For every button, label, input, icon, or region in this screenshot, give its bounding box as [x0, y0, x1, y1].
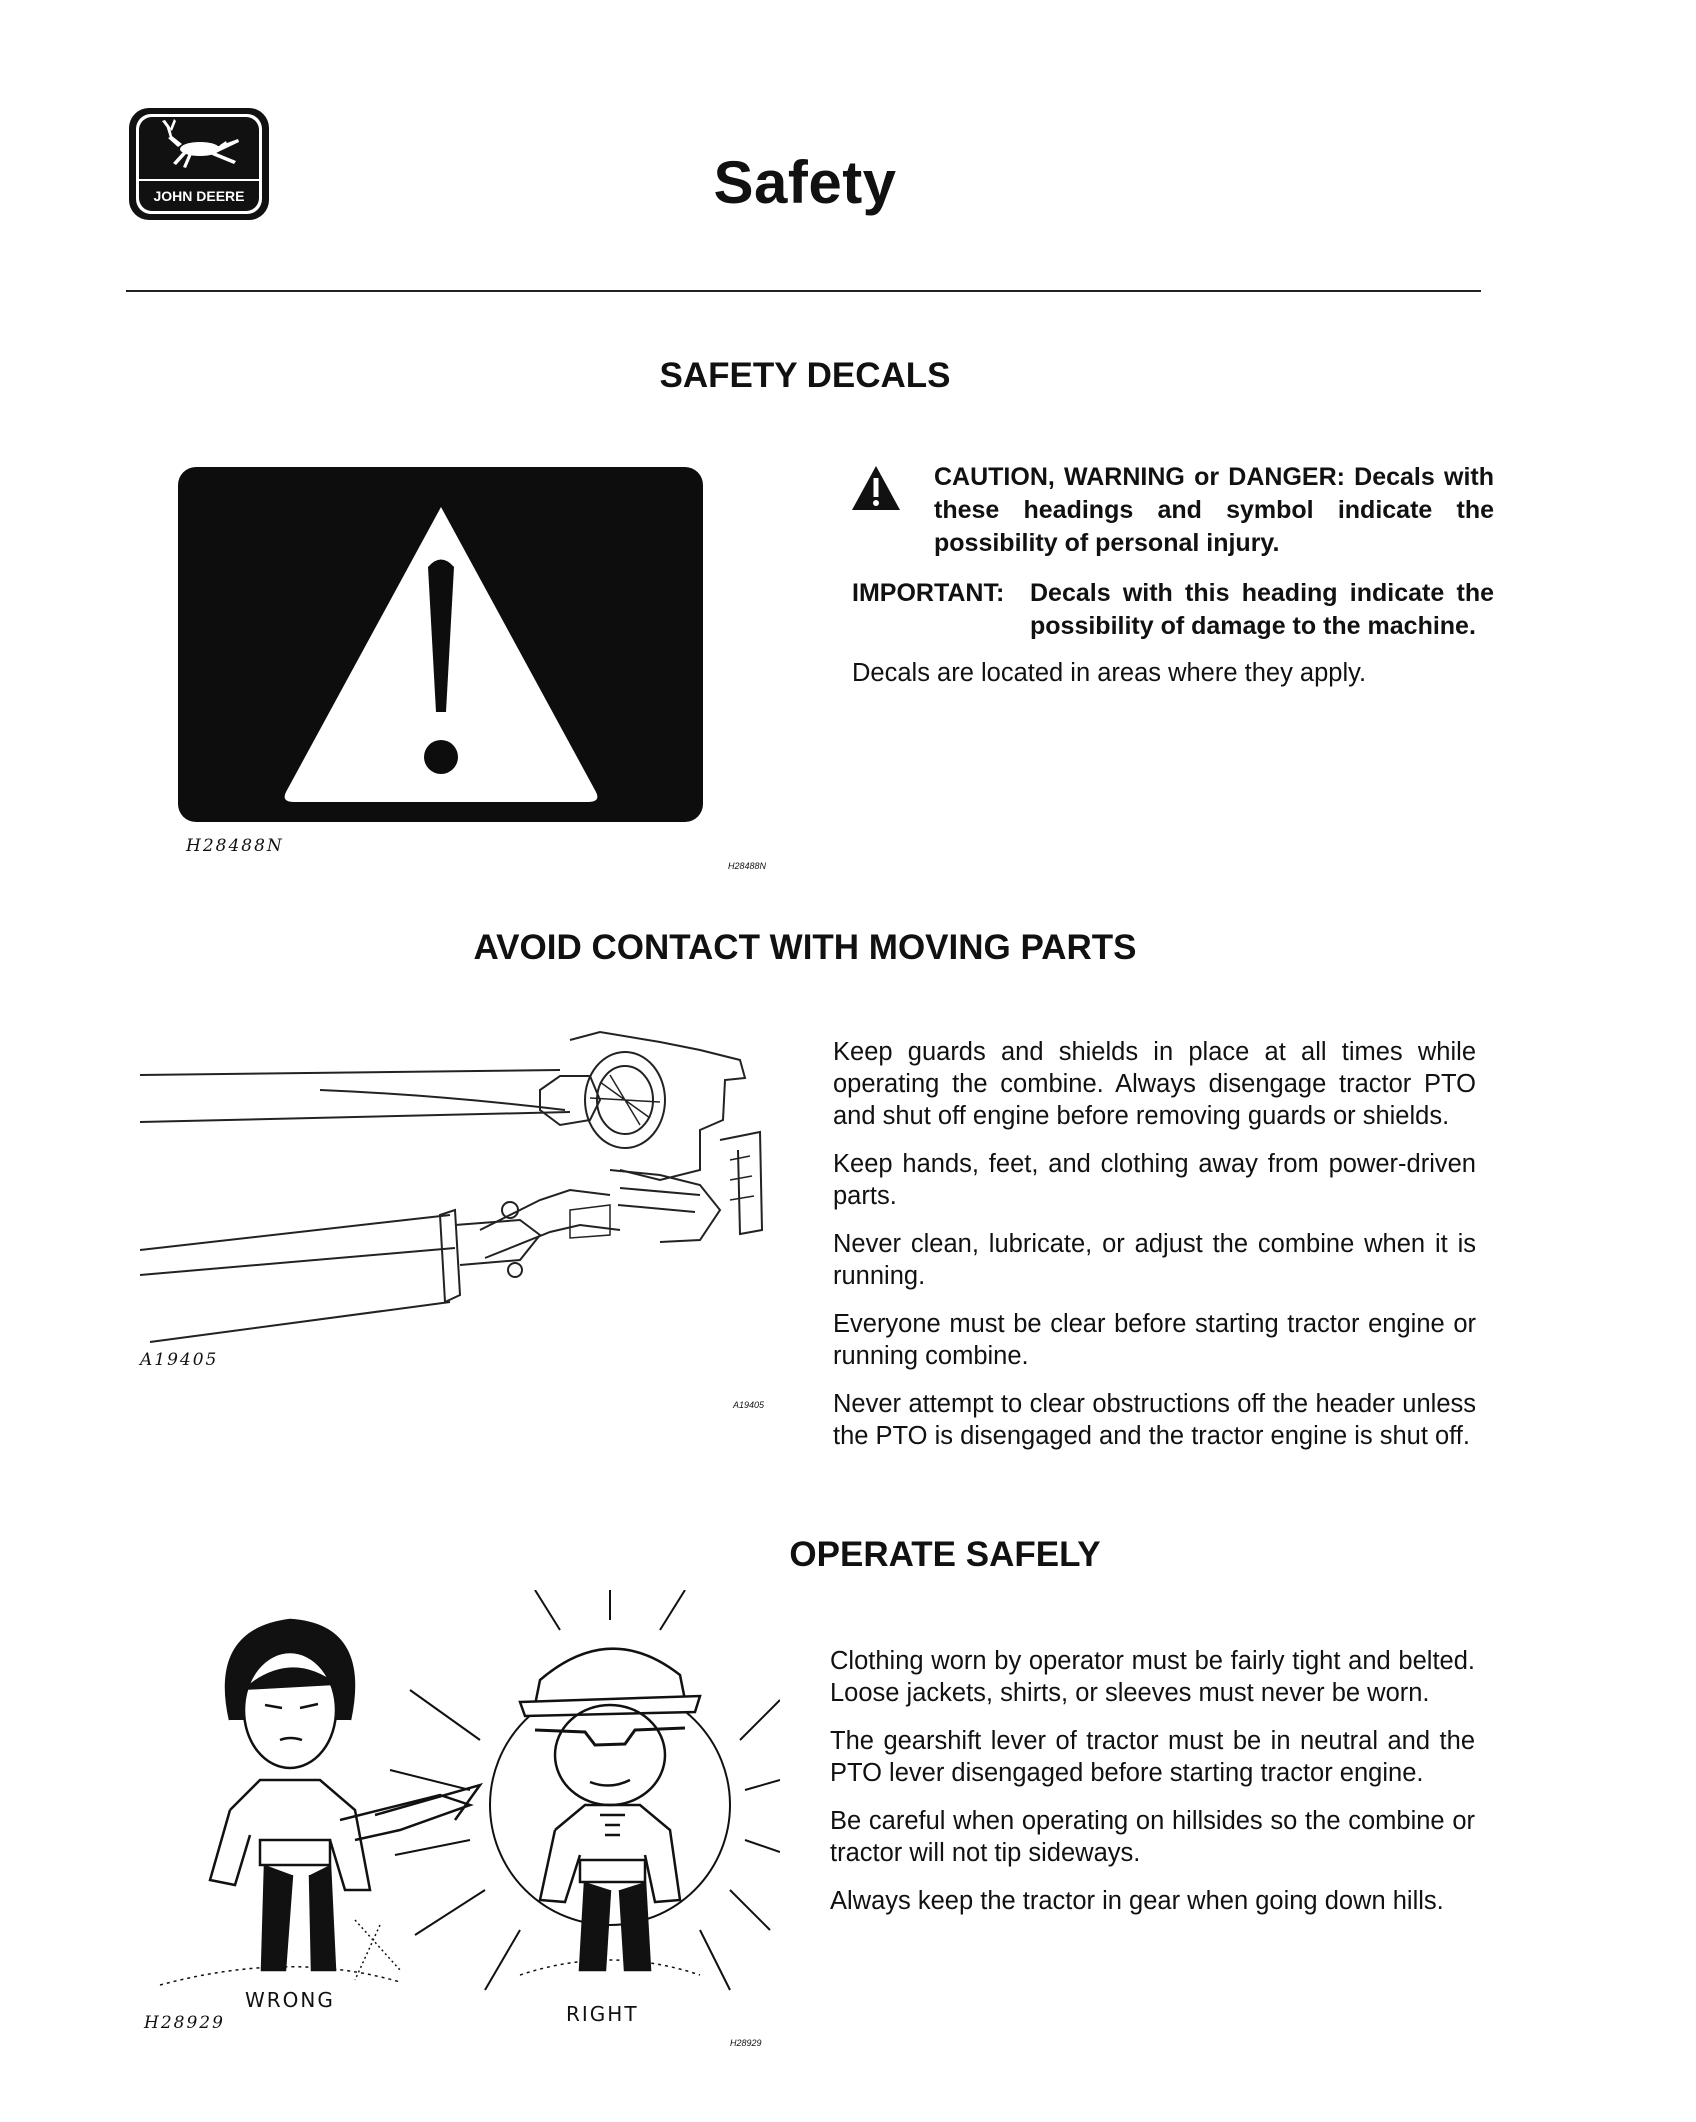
figure-code-decal-small: H28488N: [728, 861, 767, 871]
safety-decals-heading: SAFETY DECALS: [659, 356, 951, 395]
figure-code-moving-parts-small: A19405: [733, 1400, 765, 1410]
moving-parts-paragraph: Everyone must be clear before starting tractor engine or running combine.: [833, 1310, 1476, 1370]
figure-code-decal: H28488N: [186, 836, 284, 856]
moving-parts-paragraph: Keep hands, feet, and clothing away from power-driven parts.: [833, 1150, 1476, 1210]
moving-parts-heading: AVOID CONTACT WITH MOVING PARTS: [473, 928, 1137, 967]
operate-safely-paragraph: Be careful when operating on hillsides so the combine or tractor will not tip sideways.: [830, 1807, 1475, 1867]
header-divider: [126, 290, 1481, 292]
decal-location-text: Decals are located in areas where they apply.: [852, 659, 1367, 687]
moving-parts-text: [833, 1036, 1476, 1468]
important-label: IMPORTANT:: [852, 579, 1005, 607]
caution-symbol-icon: [850, 464, 902, 517]
page-title: Safety: [713, 149, 897, 216]
operate-safely-heading: OPERATE SAFELY: [789, 1535, 1101, 1574]
operate-safely-paragraph: Clothing worn by operator must be fairly tight and belted. Loose jackets, shirts, or sleeves must never be worn.: [830, 1647, 1475, 1707]
important-text: Decals with this heading indicate the possibility of damage to the machine.: [1030, 579, 1494, 640]
logo-wordmark: JOHN DEERE: [153, 188, 245, 204]
figure-code-operate: H28929: [144, 2013, 225, 2033]
warning-decal-graphic: [178, 467, 703, 822]
operator-clothing-illustration: [140, 1590, 780, 2015]
figure-code-operate-small: H28929: [730, 2038, 762, 2048]
operate-safely-paragraph: The gearshift lever of tractor must be in neutral and the PTO lever disengaged before starting tractor engine.: [830, 1727, 1475, 1787]
label-wrong: WRONG: [245, 1988, 335, 2012]
caution-text: CAUTION, WARNING or DANGER: Decals with these headings and symbol indicate the possibility of personal injury.: [934, 463, 1494, 557]
moving-parts-paragraph: Keep guards and shields in place at all times while operating the combine. Always disengage tractor PTO and shut off engine before removing guards or shields.: [833, 1038, 1476, 1130]
moving-parts-paragraph: Never attempt to clear obstructions off the header unless the PTO is disengaged and the tractor engine is shut off.: [833, 1390, 1476, 1450]
figure-code-moving-parts: A19405: [140, 1350, 219, 1370]
pto-shaft-illustration: [140, 1020, 780, 1355]
operate-safely-text: [830, 1645, 1475, 1933]
label-right: RIGHT: [566, 2002, 639, 2026]
operate-safely-paragraph: Always keep the tractor in gear when going down hills.: [830, 1887, 1444, 1915]
moving-parts-paragraph: Never clean, lubricate, or adjust the combine when it is running.: [833, 1230, 1476, 1290]
